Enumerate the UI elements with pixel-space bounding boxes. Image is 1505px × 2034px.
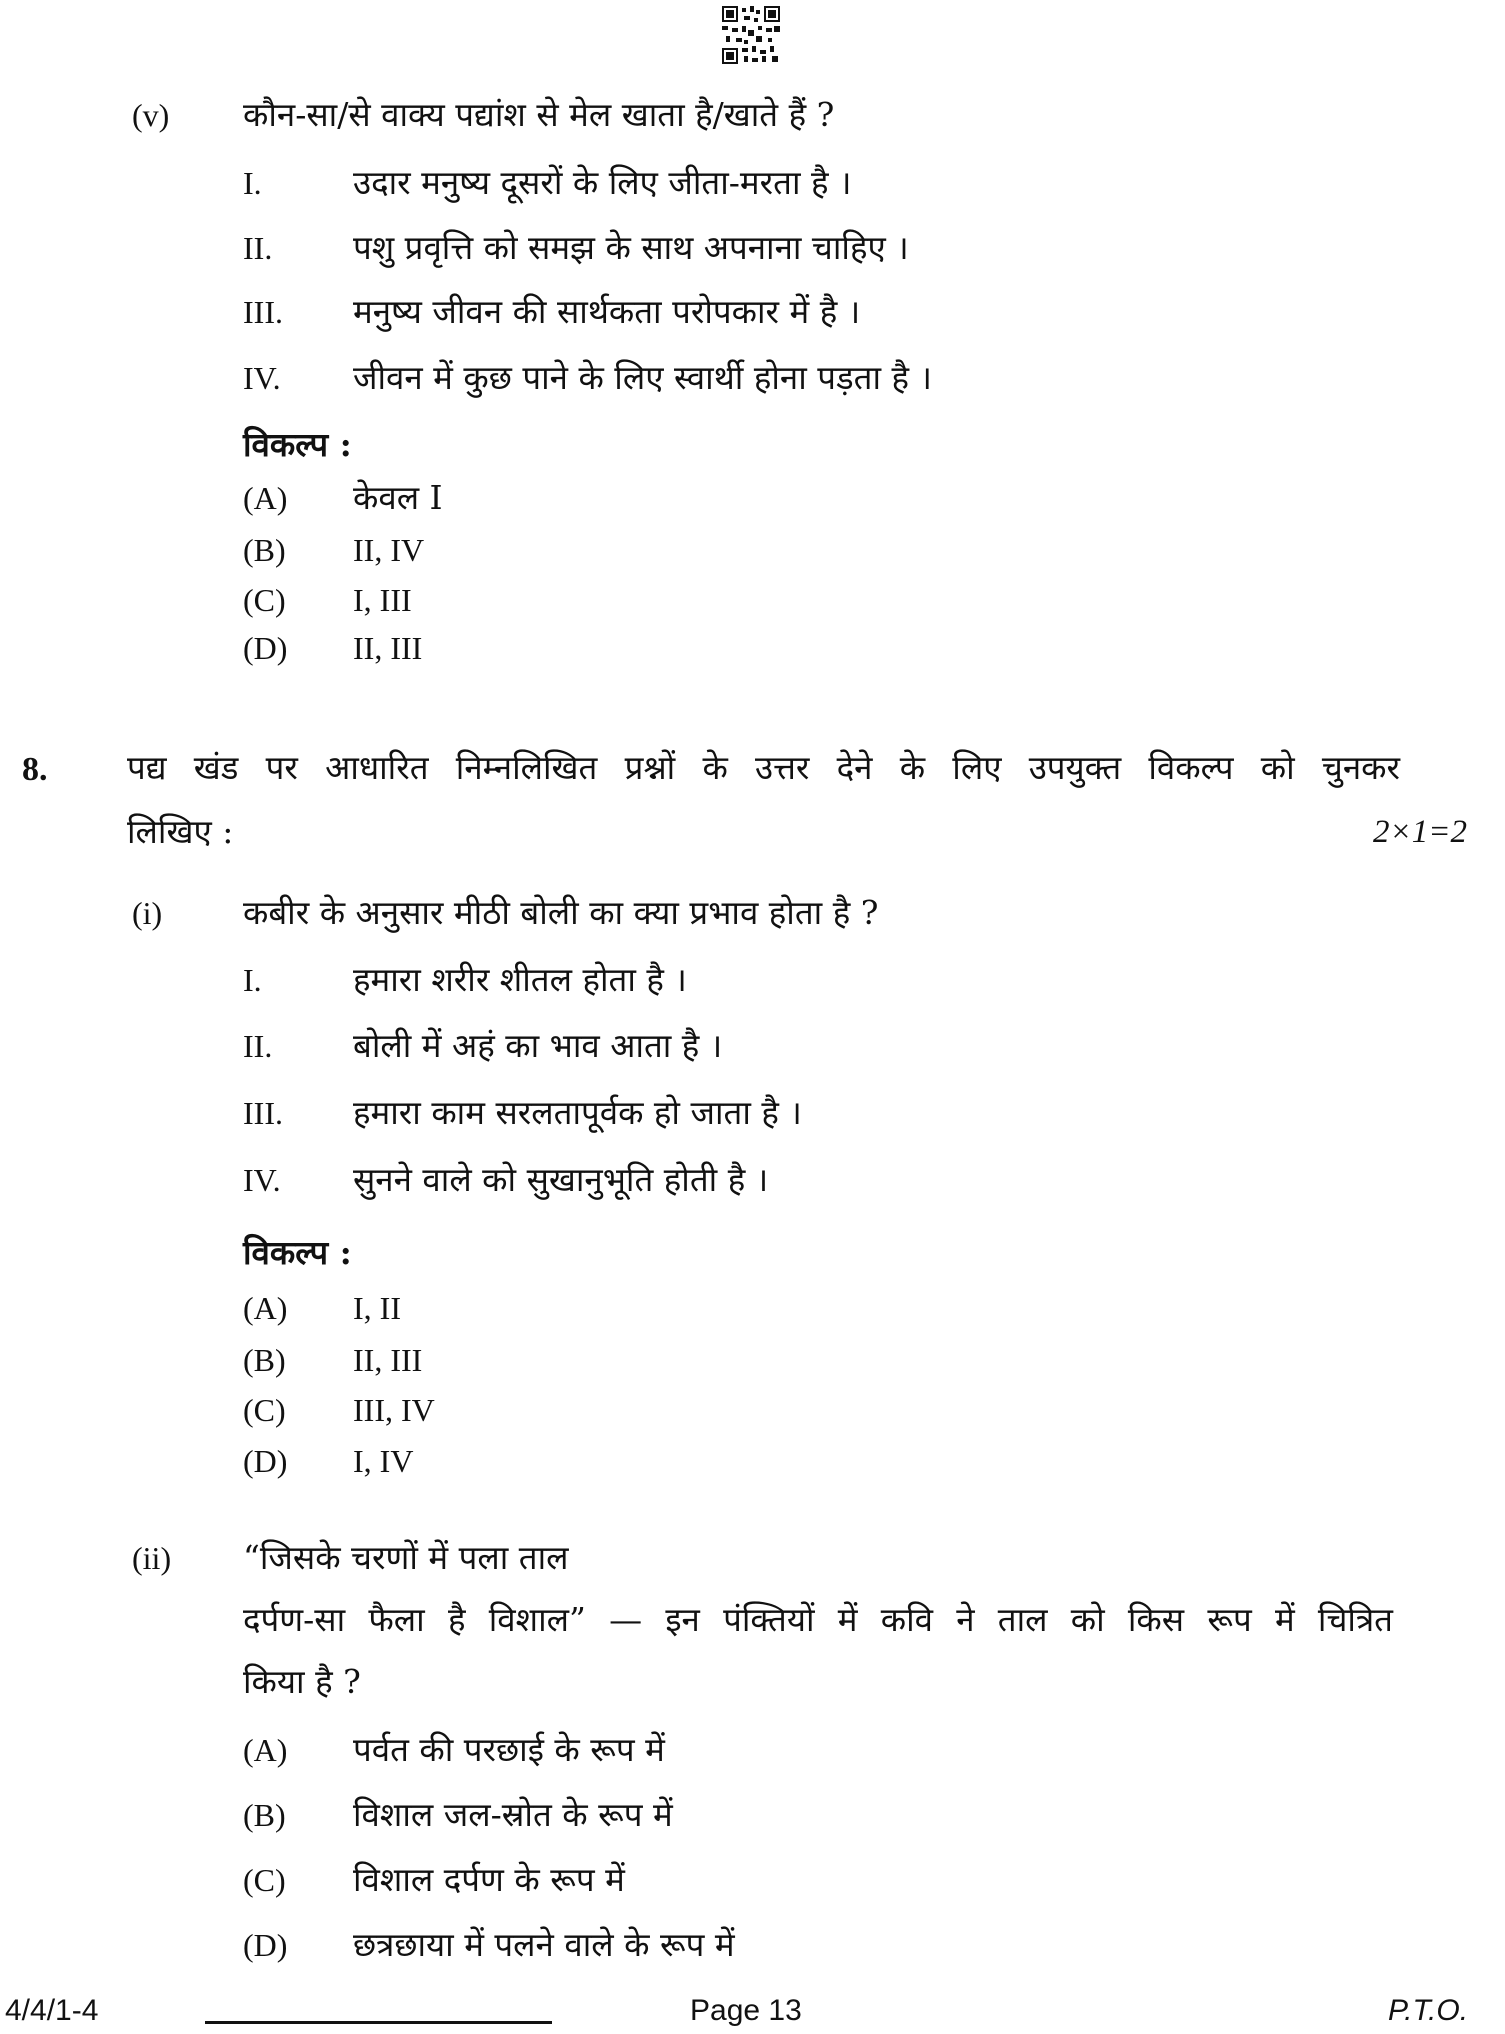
q8i-option-b: II, III [353, 1342, 423, 1378]
q7v-statement-1: उदार मनुष्य दूसरों के लिए जीता-मरता है । [353, 163, 852, 202]
q8i-label: (i) [132, 895, 163, 931]
q8ii-option-a: पर्वत की परछाई के रूप में [353, 1730, 665, 1769]
q7v-option-c: I, III [353, 582, 412, 618]
q8ii-option-a-label: (A) [243, 1732, 288, 1768]
q8i-option-a-label: (A) [243, 1290, 288, 1326]
q8i-statement-3: हमारा काम सरलतापूर्वक हो जाता है । [353, 1093, 802, 1132]
q7v-option-a: केवल I [353, 478, 443, 517]
q7v-option-b-label: (B) [243, 532, 286, 568]
q8i-option-a: I, II [353, 1290, 401, 1326]
q8ii-option-d-label: (D) [243, 1927, 288, 1963]
q8ii-line2: दर्पण-सा फैला है विशाल” — इन पंक्तियों में कवि ने ताल को किस रूप में चित्रित [243, 1600, 1393, 1639]
q8i-option-b-label: (B) [243, 1342, 286, 1378]
q8-number: 8. [22, 751, 48, 788]
q7v-statement-4: जीवन में कुछ पाने के लिए स्वार्थी होना पड़ता है । [353, 358, 933, 397]
q8i-statement-2: बोली में अहं का भाव आता है । [353, 1026, 723, 1065]
footer-code: 4/4/1-4 [5, 1994, 99, 2027]
qr-code-icon [722, 6, 780, 64]
q7v-statement-2-num: II. [243, 230, 273, 266]
q8i-option-c-label: (C) [243, 1392, 286, 1428]
q7v-option-d-label: (D) [243, 630, 288, 666]
q8-instruction-line1: पद्य खंड पर आधारित निम्नलिखित प्रश्नों के उत्तर देने के लिए उपयुक्त विकल्प को चुनकर [127, 748, 1400, 787]
q8i-statement-1: हमारा शरीर शीतल होता है । [353, 960, 687, 999]
q8ii-option-c: विशाल दर्पण के रूप में [353, 1860, 625, 1899]
q8i-statement-3-num: III. [243, 1095, 283, 1131]
q7v-option-d: II, III [353, 630, 423, 666]
q8i-options-heading: विकल्प : [243, 1233, 352, 1272]
footer-pto: P.T.O. [1388, 1994, 1469, 2027]
q7v-option-a-label: (A) [243, 480, 288, 516]
q8i-statement-1-num: I. [243, 962, 262, 998]
q8-instruction-line2: लिखिए : [127, 812, 234, 851]
q7v-statement-4-num: IV. [243, 360, 281, 396]
q8i-statement-4-num: IV. [243, 1162, 281, 1198]
q7v-statement-3: मनुष्य जीवन की सार्थकता परोपकार में है । [353, 292, 861, 331]
q8ii-line3: किया है ? [243, 1662, 361, 1701]
q8i-option-d-label: (D) [243, 1443, 288, 1479]
q7v-option-b: II, IV [353, 532, 425, 568]
q8-marks: 2×1=2 [1373, 814, 1468, 850]
q7v-statement-2: पशु प्रवृत्ति को समझ के साथ अपनाना चाहिए । [353, 228, 909, 267]
q8ii-option-b: विशाल जल-स्रोत के रूप में [353, 1795, 673, 1834]
q8i-question: कबीर के अनुसार मीठी बोली का क्या प्रभाव होता है ? [243, 893, 879, 932]
q7v-statement-3-num: III. [243, 294, 283, 330]
q8ii-option-b-label: (B) [243, 1797, 286, 1833]
q8i-option-d: I, IV [353, 1443, 414, 1479]
footer-page-number: Page 13 [690, 1994, 802, 2027]
q8i-option-c: III, IV [353, 1392, 435, 1428]
q7v-question: कौन-सा/से वाक्य पद्यांश से मेल खाता है/खाते हैं ? [243, 95, 835, 134]
q8i-statement-4: सुनने वाले को सुखानुभूति होती है । [353, 1160, 769, 1199]
q7v-options-heading: विकल्प : [243, 425, 352, 464]
footer-divider [205, 2021, 552, 2024]
q8ii-label: (ii) [132, 1540, 172, 1576]
q7v-label: (v) [132, 97, 170, 133]
q8ii-option-d: छत्रछाया में पलने वाले के रूप में [353, 1925, 735, 1964]
q7v-statement-1-num: I. [243, 165, 262, 201]
q8i-statement-2-num: II. [243, 1028, 273, 1064]
q8ii-option-c-label: (C) [243, 1862, 286, 1898]
q7v-option-c-label: (C) [243, 582, 286, 618]
q8ii-line1: “जिसके चरणों में पला ताल [243, 1538, 569, 1577]
